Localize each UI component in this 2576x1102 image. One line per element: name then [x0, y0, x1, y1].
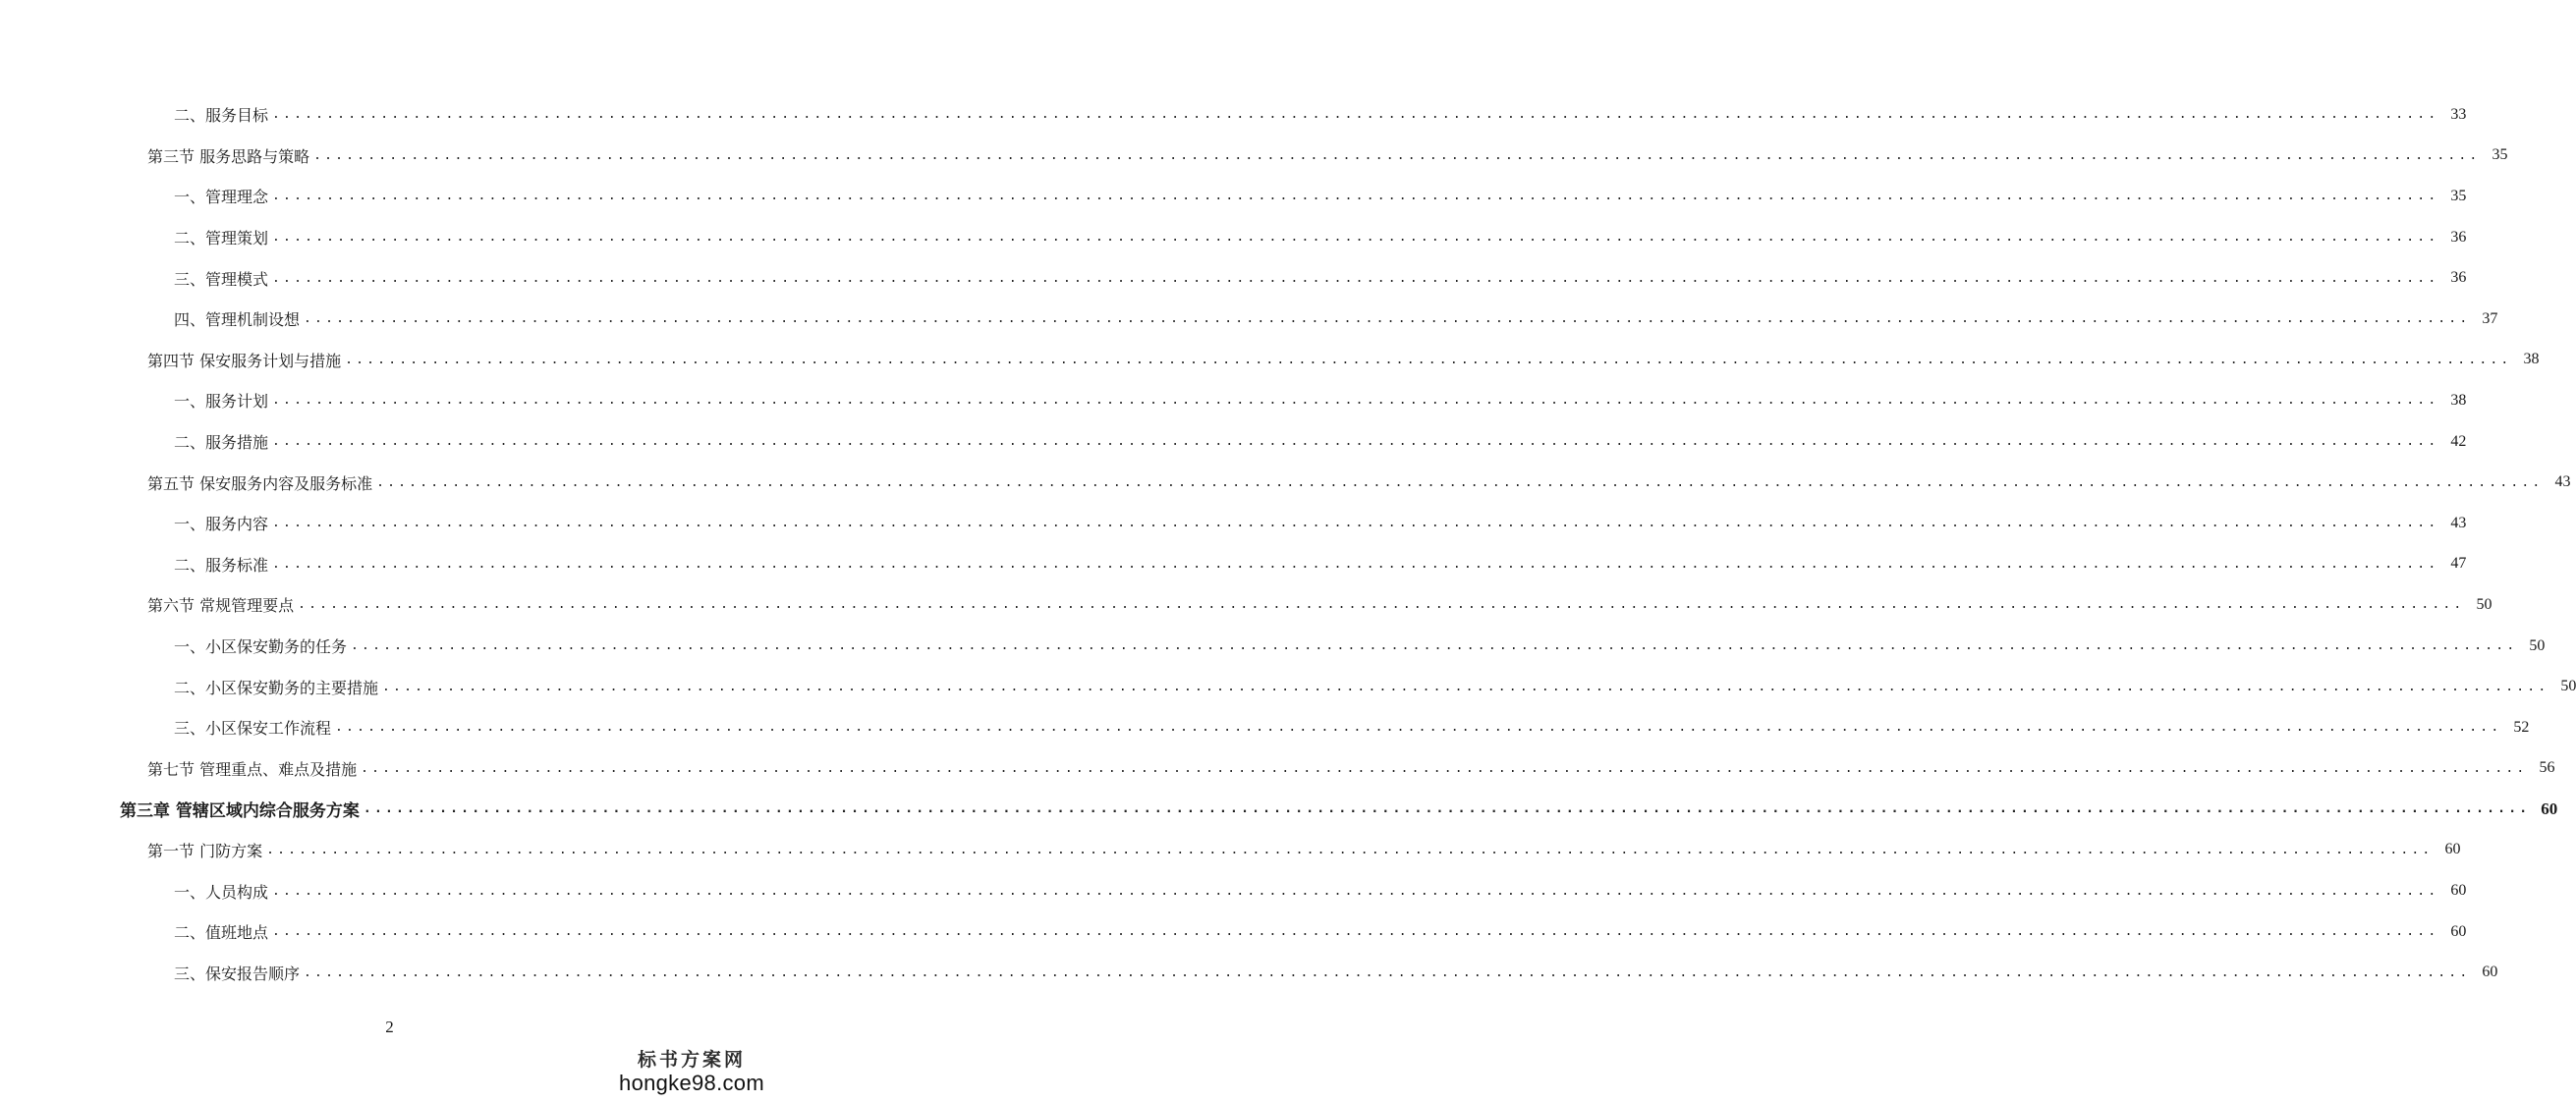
watermark-url: hongke98.com [619, 1071, 764, 1095]
toc-entry-page: 50 [2560, 678, 2576, 695]
toc-entry-content [147, 471, 2571, 494]
toc-entry-title: 一、小区保安勤务的任务 [174, 637, 348, 657]
toc-dot-leader: ........................................................................................................................................................................................................ [376, 474, 2544, 490]
toc-dot-leader: ........................................................................................................................................................................................................ [272, 393, 2439, 409]
toc-entry-content [174, 103, 2467, 126]
toc-entry-content [174, 676, 2576, 698]
toc-entry-page: 60 [2482, 964, 2498, 981]
toc-dot-leader: ........................................................................................................................................................................................................ [363, 801, 2531, 817]
toc-dot-leader: ........................................................................................................................................................................................................ [272, 230, 2439, 246]
toc-entry-page: 50 [2476, 595, 2492, 613]
table-of-contents [0, 94, 2576, 993]
toc-entry-content [174, 226, 2467, 248]
toc-subsection-entry[interactable] [0, 666, 2576, 707]
toc-dot-leader: ........................................................................................................................................................................................................ [361, 760, 2528, 776]
toc-entry-content [174, 716, 2530, 739]
toc-section-entry[interactable] [0, 340, 2540, 381]
toc-entry-page: 43 [2450, 514, 2467, 531]
toc-entry-content [174, 920, 2467, 943]
watermark [618, 1049, 765, 1096]
toc-subsection-entry[interactable] [0, 544, 2467, 585]
toc-subsection-entry[interactable] [0, 176, 2467, 217]
toc-section-entry[interactable] [0, 830, 2461, 871]
toc-entry-content [174, 512, 2467, 534]
toc-entry-content [174, 553, 2467, 576]
toc-entry-page: 60 [2541, 799, 2558, 818]
toc-subsection-entry[interactable] [0, 870, 2467, 911]
toc-entry-page: 56 [2539, 759, 2555, 777]
toc-entry-title: 三、小区保安工作流程 [174, 719, 332, 739]
toc-entry-title: 一、管理理念 [174, 188, 269, 207]
toc-entry-content [147, 349, 2540, 371]
toc-entry-title: 二、服务目标 [174, 106, 269, 126]
toc-entry-page: 42 [2450, 432, 2467, 450]
toc-dot-leader: ........................................................................................................................................................................................................ [351, 638, 2518, 654]
toc-entry-content [174, 430, 2467, 453]
toc-subsection-entry[interactable] [0, 952, 2498, 993]
toc-subsection-entry[interactable] [0, 626, 2546, 667]
toc-entry-title: 二、服务标准 [174, 555, 269, 575]
toc-dot-leader: ........................................................................................................................................................................................................ [266, 842, 2434, 857]
toc-entry-page: 36 [2450, 269, 2467, 287]
toc-entry-page: 60 [2450, 922, 2467, 940]
toc-entry-title: 一、人员构成 [174, 882, 269, 902]
toc-section-entry[interactable] [0, 462, 2571, 503]
toc-dot-leader: ........................................................................................................................................................................................................ [345, 352, 2512, 367]
toc-subsection-entry[interactable] [0, 421, 2467, 463]
toc-entry-page: 36 [2450, 228, 2467, 246]
toc-dot-leader: ........................................................................................................................................................................................................ [272, 107, 2439, 123]
toc-entry-title: 第四节 保安服务计划与措施 [147, 351, 342, 370]
toc-entry-content [174, 267, 2467, 290]
toc-entry-title: 二、服务措施 [174, 433, 269, 453]
toc-entry-content [174, 389, 2467, 412]
toc-subsection-entry[interactable] [0, 257, 2467, 299]
toc-entry-title: 第六节 常规管理要点 [147, 596, 295, 616]
toc-entry-title: 第一节 门防方案 [147, 841, 263, 860]
toc-dot-leader: ........................................................................................................................................................................................................ [304, 964, 2471, 980]
toc-entry-page: 38 [2450, 391, 2467, 409]
toc-entry-page: 35 [2492, 146, 2508, 164]
toc-entry-page: 35 [2450, 187, 2467, 204]
toc-entry-title: 二、小区保安勤务的主要措施 [174, 678, 379, 697]
toc-entry-content [174, 185, 2467, 207]
toc-subsection-entry[interactable] [0, 217, 2467, 258]
toc-entry-content [147, 839, 2461, 861]
toc-dot-leader: ........................................................................................................................................................................................................ [272, 924, 2439, 940]
toc-dot-leader: ........................................................................................................................................................................................................ [272, 270, 2439, 286]
toc-entry-title: 一、服务计划 [174, 392, 269, 412]
toc-entry-page: 43 [2554, 473, 2571, 491]
toc-entry-page: 60 [2444, 841, 2461, 858]
toc-section-entry[interactable] [0, 136, 2508, 177]
toc-dot-leader: ........................................................................................................................................................................................................ [272, 556, 2439, 572]
toc-dot-leader: ........................................................................................................................................................................................................ [272, 189, 2439, 204]
toc-dot-leader: ........................................................................................................................................................................................................ [382, 679, 2549, 694]
toc-entry-title: 四、管理机制设想 [174, 310, 301, 330]
toc-entry-content [174, 880, 2467, 903]
toc-dot-leader: ........................................................................................................................................................................................................ [298, 597, 2465, 613]
toc-entry-content [174, 634, 2546, 657]
toc-chapter-entry[interactable] [0, 789, 2558, 830]
toc-entry-content [147, 593, 2492, 616]
toc-entry-page: 33 [2450, 105, 2467, 123]
toc-dot-leader: ........................................................................................................................................................................................................ [272, 883, 2439, 899]
toc-subsection-entry[interactable] [0, 380, 2467, 421]
toc-entry-content [147, 757, 2555, 780]
toc-entry-content [120, 797, 2558, 822]
toc-entry-page: 50 [2529, 636, 2546, 654]
toc-dot-leader: ........................................................................................................................................................................................................ [304, 311, 2471, 327]
toc-entry-content [147, 144, 2508, 167]
toc-entry-page: 47 [2450, 555, 2467, 573]
watermark-site-name: 标书方案网 [637, 1049, 746, 1071]
toc-section-entry[interactable] [0, 748, 2555, 790]
toc-entry-title: 第三节 服务思路与策略 [147, 146, 310, 166]
toc-entry-page: 52 [2513, 718, 2530, 736]
toc-subsection-entry[interactable] [0, 911, 2467, 953]
toc-entry-page: 38 [2523, 351, 2540, 368]
toc-dot-leader: ........................................................................................................................................................................................................ [313, 147, 2481, 163]
toc-entry-title: 三、保安报告顺序 [174, 964, 301, 983]
toc-entry-title: 三、管理模式 [174, 269, 269, 289]
toc-entry-title: 二、管理策划 [174, 229, 269, 248]
toc-entry-page: 37 [2482, 309, 2498, 327]
toc-entry-title: 第五节 保安服务内容及服务标准 [147, 473, 373, 493]
toc-entry-title: 二、值班地点 [174, 923, 269, 943]
toc-dot-leader: ........................................................................................................................................................................................................ [272, 516, 2439, 531]
toc-entry-title: 第七节 管理重点、难点及措施 [147, 759, 358, 779]
toc-section-entry[interactable] [0, 584, 2492, 626]
toc-subsection-entry[interactable] [0, 503, 2467, 544]
page-number: 2 [385, 1018, 394, 1036]
toc-subsection-entry[interactable] [0, 94, 2467, 136]
toc-entry-content [174, 307, 2498, 330]
toc-entry-content [174, 962, 2498, 984]
toc-entry-page: 60 [2450, 882, 2467, 900]
toc-dot-leader: ........................................................................................................................................................................................................ [335, 720, 2502, 736]
toc-entry-title: 第三章 管辖区域内综合服务方案 [120, 801, 360, 822]
toc-dot-leader: ........................................................................................................................................................................................................ [272, 434, 2439, 450]
toc-entry-title: 一、服务内容 [174, 515, 269, 534]
toc-subsection-entry[interactable] [0, 299, 2498, 340]
toc-subsection-entry[interactable] [0, 707, 2530, 748]
